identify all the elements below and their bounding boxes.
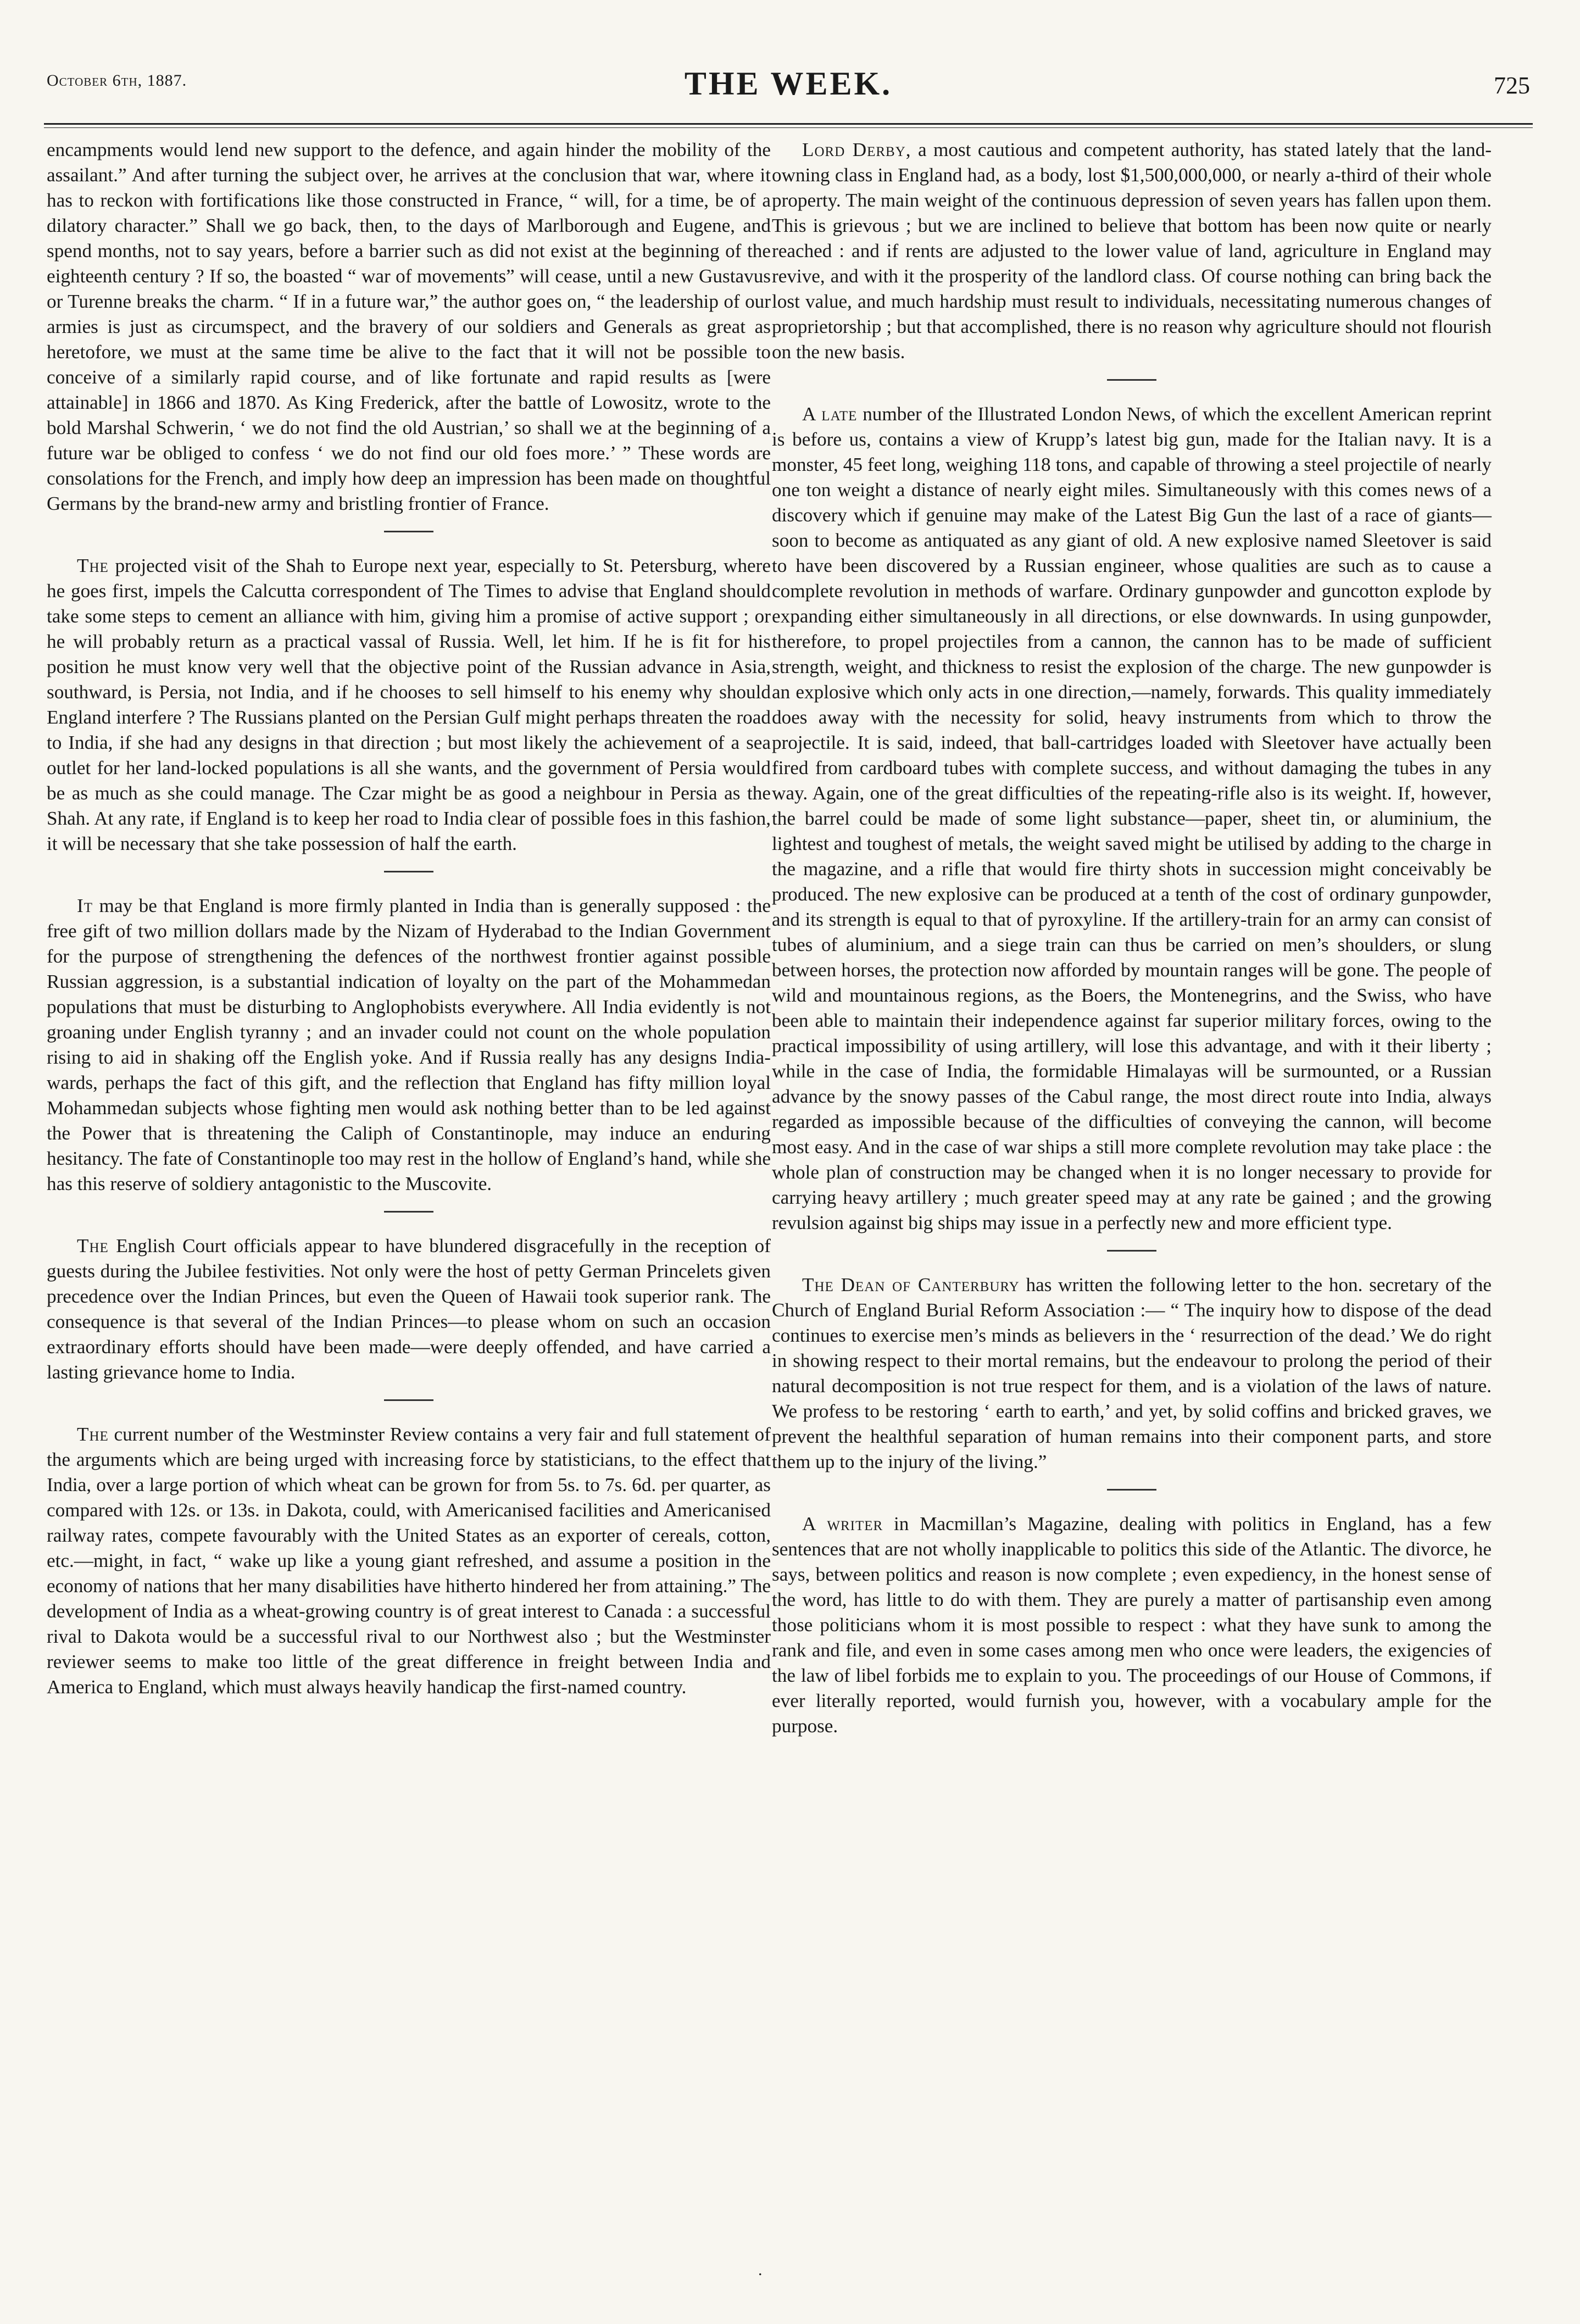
paragraph-body: in Macmillan’s Magazine, dealing with politics in England, has a few sentences that are not wholly inapplicable to politics this side of the Atlantic. The divorce, he says, between politics and reason is now complete ; even expediency, in the honest sense of the word, has little to do with them. They are purely a matter of partisanship even among those politicians whom it is most possible to respect : what they have sunk to among the rank and file, and even in some cases among men who once were leaders, the exigencies of the law of libel forbids me to explain to you. The proceedings of our House of Commons, if ever literally reported, would furnish you, however, with a vocabulary ample for the purpose. (772, 1513, 1492, 1737)
page-number: 725 (1494, 72, 1530, 99)
paragraph-body: English Court officials appear to have blundered disgracefully in the reception of guests during the Jubilee festivities. Not only were the host of petty German Princelets given precedence over the Indian Princes, but even the Queen of Hawaii took superior rank. The consequence is that several of the Indian Princes—to please whom on such an occasion extraordinary efforts should have been made—were deeply offended, and have carried a lasting grievance home to India. (47, 1235, 771, 1383)
paragraph-body: projected visit of the Shah to Europe next year, especially to St. Petersburg, where he goes first, impels the Calcutta correspondent of The Times to advise that England should take some steps to cement an alliance with him, giving him a promise of active support ; or he will probably return as a practical vassal of Russia. Well, let him. If he is fit for his position he must know very well that the objective point of the Russian advance in Asia, southward, is Persia, not India, and if he chooses to sell himself to his enemy why should England interfere ? The Russians planted on the Persian Gulf might perhaps threaten the road to India, if she had any designs in that direction ; but most likely the achievement of a sea outlet for her land-locked populations is all she wants, and the government of Persia would be as much as she could manage. The Czar might be as good a neighbour in Persia as the Shah. At any rate, if England is to keep her road to India clear of possible foes in this fashion, it will be necessary that she take possession of half the earth. (47, 555, 771, 854)
paragraph-body: has written the following letter to the hon. secretary of the Church of England Burial Reform Association :— “ The inquiry how to dispose of the dead continues to exercise men’s minds as believers in the ‘ resurrection of the dead.’ We do right in showing respect to their mortal remains, but the endeavour to prolong the period of their natural decomposition is not true respect for them, and is a violation of the laws of nature. We profess to be restoring ‘ earth to earth,’ and yet, by solid coffins and bricked graves, we prevent the healthful separation of human remains into their component parts, and store them up to the injury of the living.” (772, 1274, 1492, 1472)
article-paragraph (47, 1233, 771, 1385)
section-divider (1107, 1250, 1156, 1252)
lead-word: The (77, 1235, 109, 1256)
paragraph-body: a most cautious and competent authority, has stated lately that the land-owning class in England had, as a body, lost $1,500,000,000, or nearly a-third of their whole property. The main weight of the continuous depression of seven years has fallen upon them. This is grievous ; but we are inclined to believe that bottom has been now quite or nearly reached : and if rents are adjusted to the lower value of land, agriculture in England may revive, and with it the prosperity of the landlord class. Of course nothing can bring back the lost value, and much hardship must result to individuals, necessitating numerous changes of proprietorship ; but that accomplished, there is no reason why agriculture should not flourish on the new basis. (772, 139, 1492, 363)
article-paragraph (772, 402, 1492, 1236)
paragraph-body: number of the Illustrated London News, of which the excellent American reprint is before us, contains a view of Krupp’s latest big gun, made for the Italian navy. It is a monster, 45 feet long, weighing 118 tons, and capable of throwing a steel projectile of nearly one ton weight a distance of nearly eight miles. Simultaneously with this comes news of a discovery which if genuine may make of the Latest Big Gun the last of a race of giants—soon to become as antiquated as any giant of old. A new explosive named Sleetover is said to have been discovered by a Russian engineer, whose qualities are such as to cause a complete revolution in methods of warfare. Ordinary gunpowder and guncotton explode by expanding either simultaneously in all directions, or else downwards. In using gunpowder, therefore, to propel projectiles from a cannon, the cannon has to be made of sufficient strength, weight, and thickness to resist the explosion of the charge. The new gunpowder is an explosive which only acts in one direction,—namely, forwards. This quality immediately does away with the necessity for solid, heavy instruments from which to throw the projectile. It is said, indeed, that ball-cartridges loaded with Sleetover have actually been fired from cardboard tubes with complete success, and without damaging the tubes in any way. Again, one of the great difficulties of the repeating-rifle also is its weight. If, however, the barrel could be made of some light substance—paper, sheet tin, or aluminium, the lightest and toughest of metals, the weight saved might be utilised by adding to the charge in the magazine, and a rifle that would fire thirty shots in succession might conceivably be produced. The new explosive can be produced at a tenth of the cost of ordinary gunpowder, and its strength is equal to that of pyroxyline. If the artillery-train for an army can consist of tubes of aluminium, and a siege train can thus be carried on men’s shoulders, or slung between horses, the protection now afforded by mountain ranges will be gone. The people of wild and mountainous regions, as the Boers, the Montenegrins, and the Swiss, who have been able to maintain their independence against far superior military forces, owing to the practical impossibility of using artillery, will lose this advantage, and with it their liberty ; while in the case of India, the formidable Himalayas will be surmounted, or a Russian advance by the snowy passes of the Cabul range, the most direct route into India, always regarded as impossible because of the difficulties of conveying the cannon, will become most easy. And in the case of war ships a still more complete revolution may take place : the whole plan of construction may be changed when it is no longer necessary to provide for carrying heavy artillery ; much greater speed may at any rate be gained ; and the growing revulsion against big ships may issue in a perfectly new and more efficient type. (772, 403, 1492, 1233)
section-divider (384, 531, 433, 532)
article-paragraph (47, 553, 771, 857)
paragraph-body: current number of the Westminster Review contains a very fair and full statement of the arguments which are being urged with increasing force by statisticians, to the effect that India, over a large portion of which wheat can be grown for from 5s. to 7s. 6d. per quarter, as compared with 12s. or 13s. in Dakota, could, with Americanised facilities and Americanised railway rates, compete favourably with the United States as an exporter of cereals, cotton, etc.—might, in fact, “ wake up like a young giant refreshed, and assume a position in the economy of nations that her many disabilities have hitherto hindered her from attaining.” The development of India as a wheat-growing country is of great interest to Canada : a successful rival to Dakota would be a successful rival to our Northwest also ; but the Westminster reviewer seems to make too little of the great difference in freight between India and America to England, which must always heavily handicap the first-named country. (47, 1424, 771, 1698)
article-paragraph (47, 893, 771, 1197)
article-paragraph: encampments would lend new support to the defence, and again hinder the mobility of the assailant.” And after turning the subject over, he arrives at the conclusion that war, where it has to reckon with fortifications like those constructed in France, “ will, for a time, be of a dilatory character.” Shall we go back, then, to the days of Marlborough and Eugene, and spend months, not to say years, before a barrier such as did not exist at the beginning of the eighteenth century ? If so, the boasted “ war of movements” will cease, until a new Gustavus or Turenne breaks the charm. “ If in a future war,” the author goes on, “ the leadership of our armies is just as circumspect, and the bravery of our soldiers and Generals as great as heretofore, we must at the same time be alive to the fact that it will not be possible to conceive of a similarly rapid course, and of like fortunate and rapid results as [were attainable] in 1866 and 1870. As King Frederick, after the battle of Lowositz, wrote to the bold Marshal Schwerin, ‘ we do not find the old Austrian,’ so shall we at the beginning of a future war be obliged to confess ‘ we do not find our old foes more.’ ” These words are consolations for the French, and imply how deep an impression has been made on thoughtful Germans by the brand-new army and bristling frontier of France. (47, 139, 771, 514)
section-divider (384, 871, 433, 872)
lead-word: A late (802, 403, 858, 425)
paragraph-body: may be that England is more firmly planted in India than is generally supposed : the free gift of two million dollars made by the Nizam of Hyderabad to the Indian Government for the purpose of strengthening the defences of the northwest frontier against possible Russian aggression, is a substantial indication of loyalty on the part of the Mohammedan populations that must be disturbing to Anglophobists everywhere. All India evidently is not groaning under English tyranny ; and an invader could not count on the whole population rising to aid in shaking off the English yoke. And if Russia really has any designs India-wards, perhaps the fact of this gift, and the reflection that England has fifty million loyal Mohammedan subjects whose fighting men would ask nothing better than to be led against the Power that is threatening the Caliph of Constantinople, may induce an enduring hesitancy. The fate of Constantinople too may rest in the hollow of England’s hand, while she has this reserve of soldiery antagonistic to the Muscovite. (47, 895, 771, 1194)
left-column (47, 137, 771, 1700)
header-rule-thin (44, 127, 1533, 128)
page-header (47, 65, 1530, 114)
section-divider (1107, 1489, 1156, 1491)
footer-mark: . (758, 2261, 763, 2279)
lead-word: The (77, 555, 109, 576)
header-rule (44, 123, 1533, 125)
lead-word: Lord Derby, (802, 139, 911, 160)
lead-word: A writer (802, 1513, 883, 1534)
issue-date: October 6th, 1887. (47, 71, 187, 90)
section-divider (384, 1211, 433, 1213)
section-divider (1107, 379, 1156, 381)
lead-word: The Dean of Canterbury (802, 1274, 1020, 1296)
article-paragraph (772, 1511, 1492, 1739)
article-paragraph (47, 1422, 771, 1700)
article-paragraph (772, 1272, 1492, 1475)
publication-title: THE WEEK. (684, 65, 893, 102)
section-divider (384, 1399, 433, 1401)
article-paragraph (772, 137, 1492, 365)
lead-word: It (77, 895, 93, 916)
right-column (772, 137, 1492, 1739)
lead-word: The (77, 1424, 109, 1445)
